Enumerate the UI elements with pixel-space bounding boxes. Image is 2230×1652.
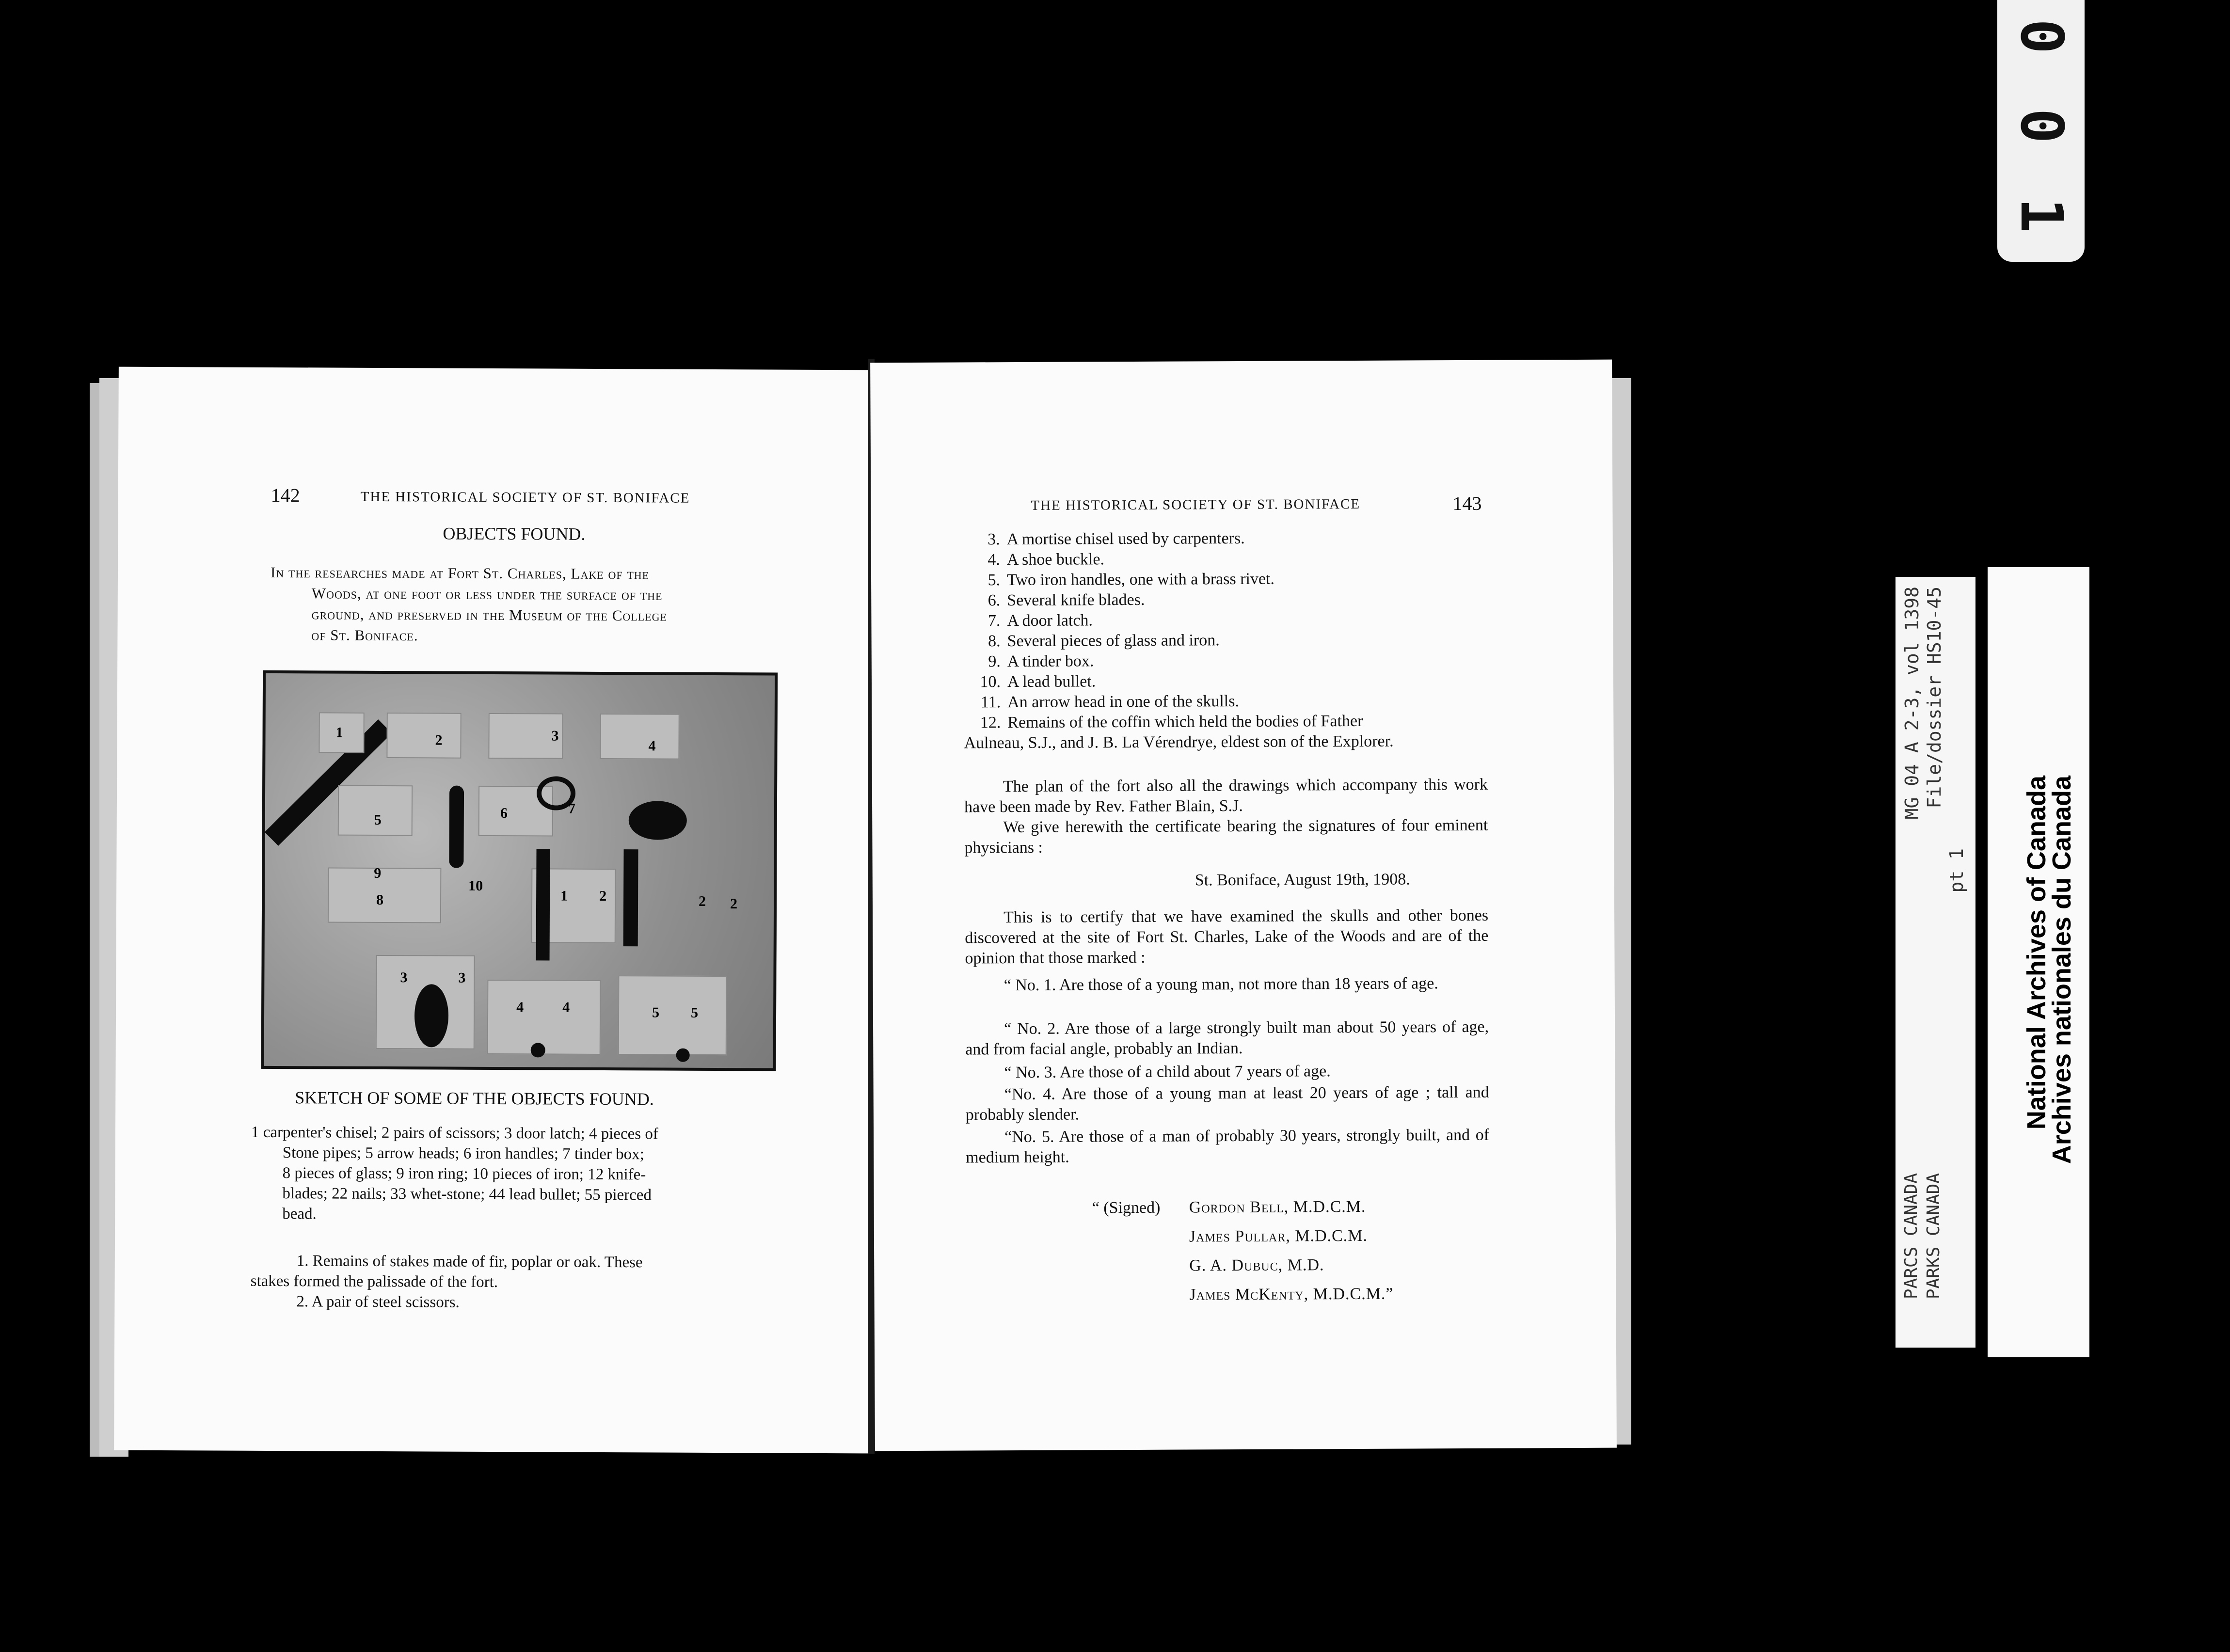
list-line: 1. Remains of stakes made of fir, poplar or oak. These (296, 1252, 643, 1271)
bullet-object (531, 1043, 545, 1057)
reference-line: pt 1 (1946, 848, 1967, 893)
iron-piece-object (536, 849, 550, 960)
numbered-item: 6. Several knife blades. (988, 590, 1145, 610)
numbered-item: 12. Remains of the coffin which held the bodies of Father (980, 712, 1363, 732)
certificate-quote: “No. 5. Are those of a man of probably 30 years, strongly built, and of medium height. (966, 1126, 1490, 1167)
photo-card (600, 714, 679, 760)
certificate-quote: “ No. 3. Are those of a child about 7 years of age. (1004, 1062, 1331, 1082)
bead-object (676, 1048, 690, 1062)
reference-strip (1896, 577, 1975, 1348)
reference-line: MG 04 A 2-3, vol 1398 (1901, 587, 1923, 820)
page-number: 143 (1452, 492, 1482, 515)
iron-piece-object (623, 849, 638, 946)
numbered-item: 8. Several pieces of glass and iron. (988, 631, 1220, 651)
legend-line: bead. (282, 1205, 317, 1223)
photo-label: 6 (500, 805, 508, 822)
numbered-item: 11. An arrow head in one of the skulls. (980, 692, 1240, 712)
numbered-item: 10. A lead bullet. (980, 672, 1096, 691)
signature: James McKenty, M.D.C.M.” (1189, 1285, 1394, 1304)
list-line: stakes formed the palissade of the fort. (250, 1272, 498, 1291)
photo-label: 1 (335, 724, 343, 741)
signature: G. A. Dubuc, M.D. (1189, 1256, 1324, 1275)
photo-label: 10 (468, 877, 483, 894)
archive-tab (1997, 0, 2085, 262)
photo-card (386, 713, 461, 759)
running-head: THE HISTORICAL SOCIETY OF ST. BONIFACE (1031, 496, 1361, 513)
intro-line: Woods, at one foot or less under the surface of the (311, 585, 663, 604)
intro-line: ground, and preserved in the Museum of the College (311, 605, 668, 624)
whetstone-object (414, 984, 449, 1047)
photo-label: 2 (730, 896, 738, 912)
institution-name-en: National Archives of Canada (2022, 776, 2051, 1130)
institution-name-fr: Archives nationales du Canada (2047, 776, 2076, 1164)
photo-label: 3 (551, 728, 559, 744)
photo-label: 2 (699, 893, 706, 909)
reference-line: File/dossier HS10-45 (1924, 587, 1945, 809)
paragraph: We give herewith the certificate bearing the signatures of four eminent physicians : (964, 816, 1488, 857)
legend-line: Stone pipes; 5 arrow heads; 6 iron handles; 7 tinder box; (282, 1144, 644, 1163)
numbered-item: 9. A tinder box. (988, 652, 1094, 671)
numbered-item: 3. A mortise chisel used by carpenters. (988, 529, 1245, 549)
photo-card (618, 975, 727, 1055)
photo-card (328, 867, 441, 923)
tab-digits: 0 0 1 (2007, 19, 2075, 243)
photo-label: 5 (374, 811, 382, 828)
numbered-item: 7. A door latch. (988, 611, 1093, 630)
photo-label: 3 (458, 969, 466, 986)
photo-label: 9 (374, 865, 382, 881)
signature: Gordon Bell, M.D.C.M. (1189, 1197, 1366, 1217)
archives-label (1988, 567, 2089, 1357)
legend-line: 8 pieces of glass; 9 iron ring; 10 pieces of iron; 12 knife- (282, 1164, 646, 1184)
legend-line: blades; 22 nails; 33 whet-stone; 44 lead bullet; 55 pierced (282, 1185, 652, 1204)
signature: James Pullar, M.D.C.M. (1189, 1226, 1368, 1246)
certificate-quote: “ No. 2. Are those of a large strongly built man about 50 years of age, and from facial angle, probably an Indian. (965, 1017, 1489, 1059)
running-head: THE HISTORICAL SOCIETY OF ST. BONIFACE (360, 489, 690, 506)
photo-label: 2 (599, 888, 607, 905)
list-line: 2. A pair of steel scissors. (296, 1293, 460, 1311)
page-number: 142 (271, 484, 300, 507)
photo-label: 3 (400, 969, 408, 986)
section-title: OBJECTS FOUND. (443, 524, 586, 544)
photo-label: 4 (516, 999, 524, 1016)
stamp-line: PARKS CANADA (1924, 1173, 1943, 1300)
paragraph: The plan of the fort also all the drawings which accompany this work have been made by Rev. Father Blain, S.J. (964, 775, 1488, 816)
tinder-box-object (629, 801, 687, 840)
photo-label: 1 (560, 888, 568, 904)
photo-card (487, 980, 601, 1055)
signed-prefix: “ (Signed) (1092, 1198, 1161, 1217)
certificate-quote: “No. 4. Are those of a young man at least 20 years of age ; tall and probably slender. (965, 1083, 1489, 1124)
numbered-item: 5. Two iron handles, one with a brass rivet. (988, 570, 1275, 589)
numbered-item: 4. A shoe buckle. (988, 550, 1105, 569)
stamp-line: PARCS CANADA (1901, 1173, 1921, 1300)
objects-photograph (261, 670, 778, 1071)
photo-label: 5 (691, 1004, 699, 1021)
legend-line: 1 carpenter's chisel; 2 pairs of scissors; 3 door latch; 4 pieces of (251, 1123, 658, 1143)
dateline: St. Boniface, August 19th, 1908. (1195, 870, 1410, 890)
photo-label: 7 (568, 800, 575, 817)
photo-caption: SKETCH OF SOME OF THE OBJECTS FOUND. (295, 1088, 654, 1109)
photo-label: 4 (648, 738, 656, 754)
left-page (114, 367, 875, 1454)
numbered-item-continuation: Aulneau, S.J., and J. B. La Vérendrye, eldest son of the Explorer. (964, 732, 1394, 752)
intro-line: of St. Boniface. (311, 626, 418, 644)
right-page (870, 360, 1617, 1451)
intro-line: In the researches made at Fort St. Charles, Lake of the (270, 563, 650, 583)
paragraph: This is to certify that we have examined the skulls and other bones discovered at the site of Fort St. Charles, Lake of the Woods and are of the opinion that those marked : (965, 906, 1489, 968)
photo-label: 5 (652, 1004, 660, 1021)
certificate-quote: “ No. 1. Are those of a young man, not more than 18 years of age. (1004, 974, 1438, 995)
photo-label: 4 (562, 999, 570, 1016)
photo-label: 8 (376, 891, 384, 908)
photo-label: 2 (435, 732, 443, 748)
scissors-object (449, 786, 464, 868)
